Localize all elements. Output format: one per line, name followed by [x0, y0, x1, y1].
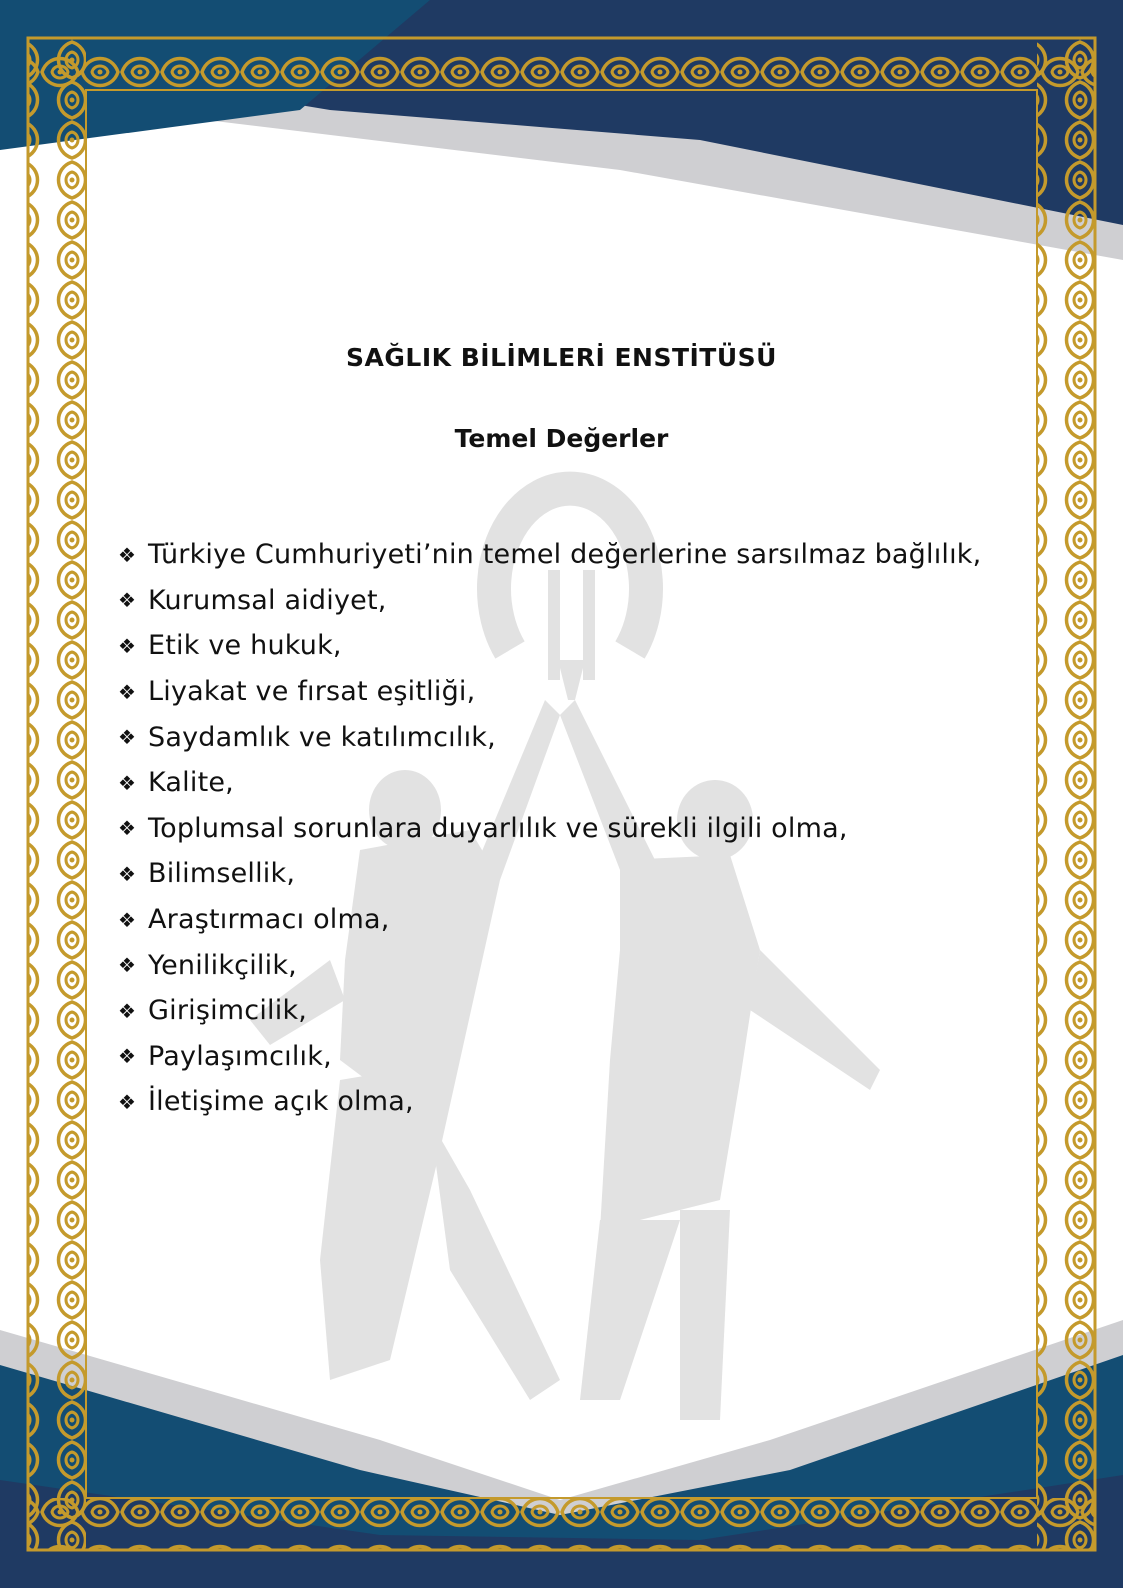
diamond-bullet-icon: ❖ [118, 725, 137, 750]
list-item [118, 623, 981, 669]
list-item [118, 669, 981, 715]
list-item [118, 942, 981, 988]
value-text: Türkiye Cumhuriyeti’nin temel değerlerine sarsılmaz bağlılık, [148, 539, 982, 571]
diamond-bullet-icon: ❖ [118, 907, 137, 932]
value-text: İletişime açık olma, [148, 1086, 414, 1118]
diamond-bullet-icon: ❖ [118, 633, 137, 658]
list-item [118, 897, 981, 943]
diamond-bullet-icon: ❖ [118, 953, 137, 978]
diamond-bullet-icon: ❖ [118, 588, 137, 613]
value-text: Kurumsal aidiyet, [148, 584, 387, 616]
core-values-list [118, 532, 981, 1125]
value-text: Kalite, [148, 767, 234, 799]
value-text: Girişimcilik, [148, 995, 308, 1027]
list-item [118, 760, 981, 806]
diamond-bullet-icon: ❖ [118, 1044, 137, 1069]
value-text: Paylaşımcılık, [148, 1040, 332, 1072]
list-item [118, 988, 981, 1034]
list-item [118, 1034, 981, 1080]
diamond-bullet-icon: ❖ [118, 1089, 137, 1114]
value-text: Saydamlık ve katılımcılık, [148, 721, 496, 753]
value-text: Bilimsellik, [148, 858, 296, 890]
diamond-bullet-icon: ❖ [118, 998, 137, 1023]
border-bottom [28, 1498, 1095, 1550]
value-text: Yenilikçilik, [148, 949, 297, 981]
value-text: Toplumsal sorunlara duyarlılık ve sürekli ilgili olma, [148, 812, 848, 844]
value-text: Liyakat ve fırsat eşitliği, [148, 676, 476, 708]
border-right [1037, 38, 1095, 1550]
diamond-bullet-icon: ❖ [118, 542, 137, 567]
value-text: Etik ve hukuk, [148, 630, 342, 662]
border-top [28, 38, 1095, 90]
diamond-bullet-icon: ❖ [118, 816, 137, 841]
list-item [118, 851, 981, 897]
list-item [118, 1079, 981, 1125]
list-item [118, 806, 981, 852]
diamond-bullet-icon: ❖ [118, 861, 137, 886]
page-title: SAĞLIK BİLİMLERİ ENSTİTÜSÜ [346, 343, 777, 372]
value-text: Araştırmacı olma, [148, 904, 390, 936]
list-item [118, 578, 981, 624]
list-item [118, 714, 981, 760]
border-left [28, 38, 86, 1550]
list-item [118, 532, 981, 578]
diamond-bullet-icon: ❖ [118, 770, 137, 795]
diamond-bullet-icon: ❖ [118, 679, 137, 704]
section-subtitle: Temel Değerler [454, 424, 669, 453]
